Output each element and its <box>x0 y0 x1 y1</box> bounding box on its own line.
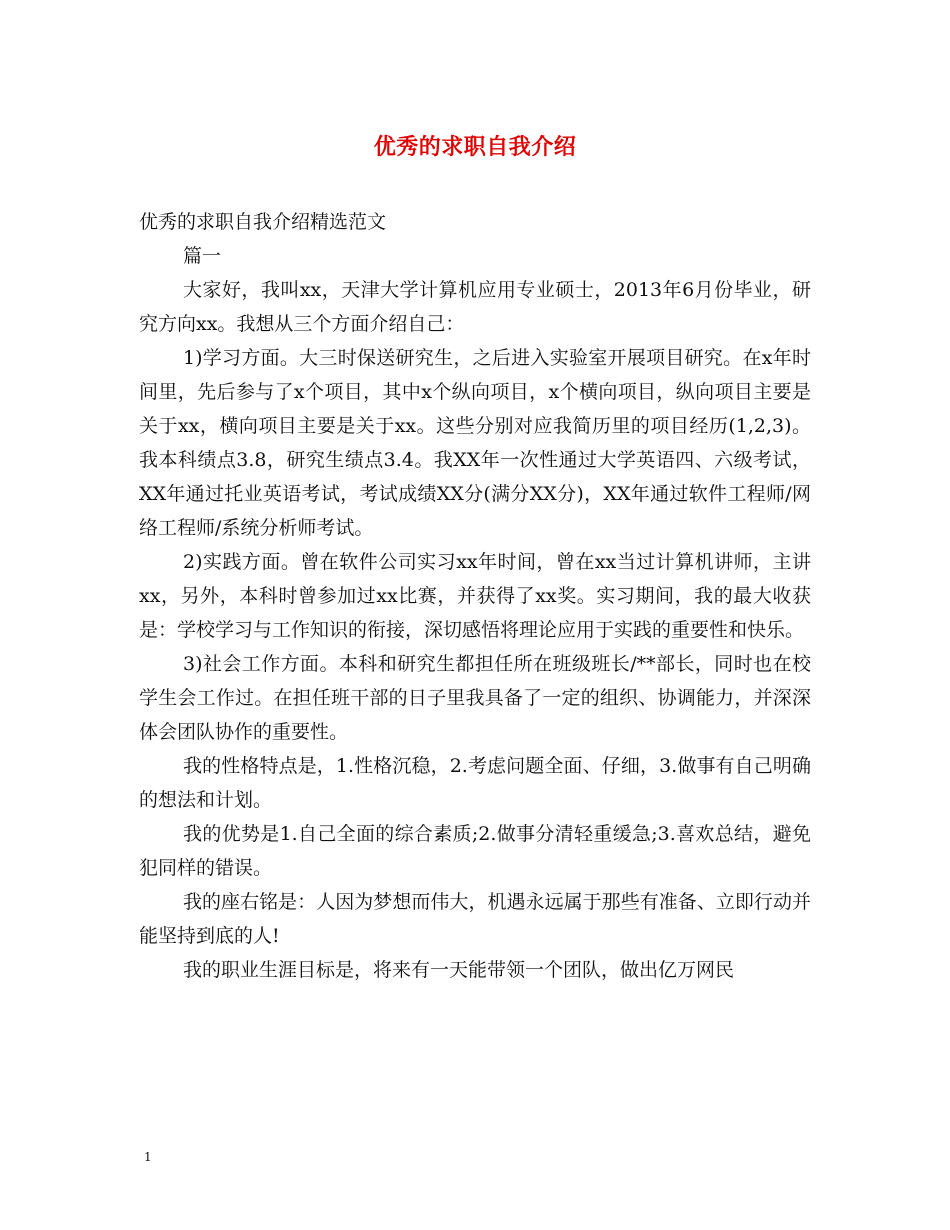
document-title: 优秀的求职自我介绍 <box>373 134 577 160</box>
paragraph-social-work: 3)社会工作方面。本科和研究生都担任所在班级班长/**部长，同时也在校学生会工作过。在担任班干部的日子里我具备了一定的组织、协调能力，并深深体会团队协作的重要性。 <box>139 653 811 743</box>
paragraph-career-goal: 我的职业生涯目标是，将来有一天能带领一个团队，做出亿万网民 <box>183 959 735 981</box>
paragraph-study: 1)学习方面。大三时保送研究生，之后进入实验室开展项目研究。在x年时间里，先后参与了x个项目，其中x个纵向项目，x个横向项目，纵向项目主要是关于xx，横向项目主要是关于xx。这些分别对应我简历里的项目经历(1,2,3)。我本科绩点3.8，研究生绩点3.4。我XX年一次性通过大学英语四、六级考试，XX年通过托业英语考试，考试成绩XX分(满分XX分)，XX年通过软件工程师/网络工程师/系统分析师考试。 <box>139 347 811 539</box>
paragraph-personality: 我的性格特点是，1.性格沉稳，2.考虑问题全面、仔细，3.做事有自己明确的想法和计划。 <box>139 755 811 811</box>
paragraph-strengths: 我的优势是1.自己全面的综合素质;2.做事分清轻重缓急;3.喜欢总结，避免犯同样的错误。 <box>139 823 811 879</box>
paragraph-intro: 大家好，我叫xx，天津大学计算机应用专业硕士，2013年6月份毕业，研究方向xx。我想从三个方面介绍自己： <box>139 279 811 335</box>
document-subtitle: 优秀的求职自我介绍精选范文 <box>139 211 387 233</box>
section-label: 篇一 <box>183 245 222 267</box>
paragraph-practice: 2)实践方面。曾在软件公司实习xx年时间，曾在xx当过计算机讲师，主讲xx，另外，本科时曾参加过xx比赛，并获得了xx奖。实习期间，我的最大收获是：学校学习与工作知识的衔接，深切感悟将理论应用于实践的重要性和快乐。 <box>139 551 811 641</box>
document-body <box>139 205 811 987</box>
page-number: 1 <box>144 1150 152 1164</box>
paragraph-motto: 我的座右铭是：人因为梦想而伟大，机遇永远属于那些有准备、立即行动并能坚持到底的人! <box>139 891 811 947</box>
